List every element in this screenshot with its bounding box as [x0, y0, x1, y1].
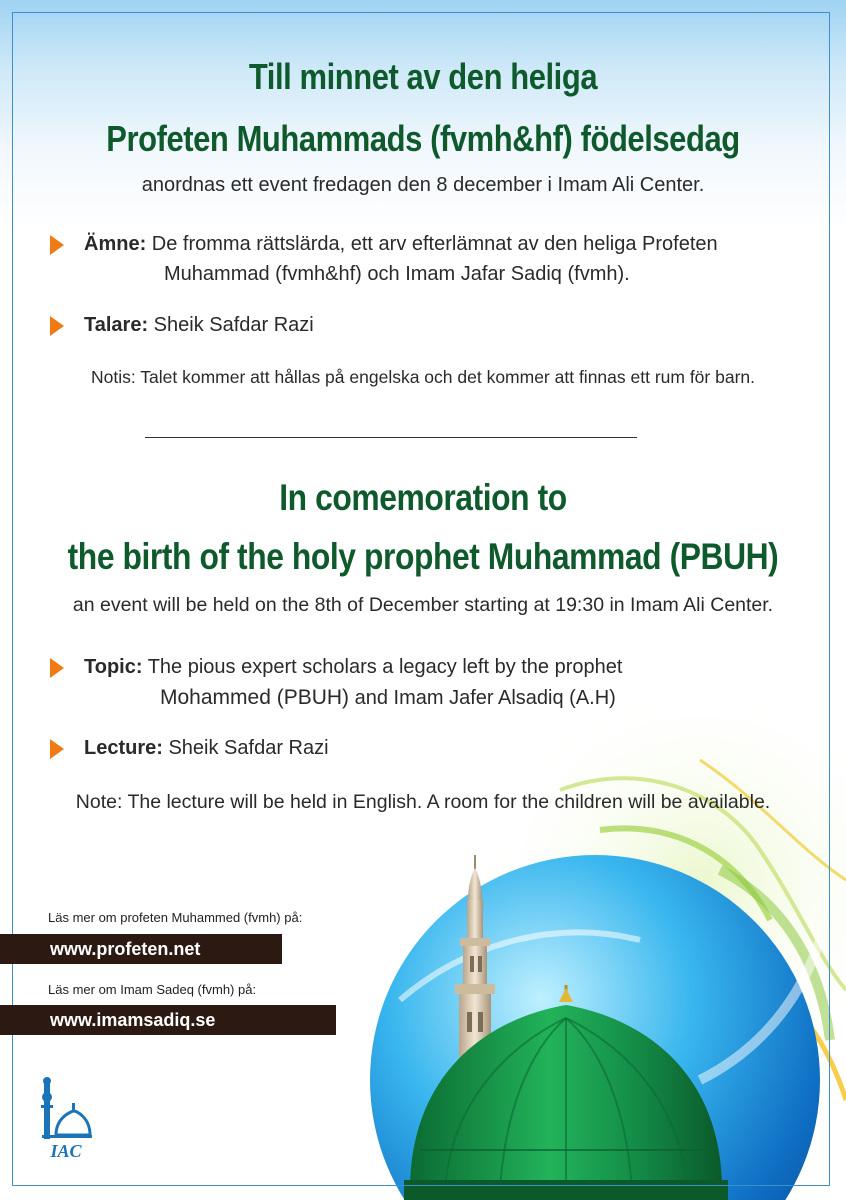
- arrow-bullet-icon: [50, 235, 64, 255]
- english-note: Note: The lecture will be held in English. A room for the children will be available.: [75, 791, 771, 813]
- arrow-bullet-icon: [50, 739, 64, 759]
- section-divider: [145, 437, 637, 438]
- english-topic-text2a: Mohammed (PBUH): [160, 686, 350, 709]
- english-topic-line2: [160, 684, 616, 712]
- swedish-note: Notis: Talet kommer att hållas på engelska och det kommer att finnas ett rum för barn.: [90, 367, 755, 387]
- swedish-topic-label: Ämne:: [84, 233, 147, 255]
- swedish-topic-text1: De fromma rättslärda, ett arv efterlämnat av den heliga Profeten: [151, 233, 718, 255]
- swedish-speaker-label: Talare:: [84, 314, 149, 336]
- profeten-link[interactable]: www.profeten.net: [0, 934, 282, 964]
- swedish-subtitle: anordnas ett event fredagen den 8 december i Imam Ali Center.: [141, 174, 705, 196]
- iac-logo-text: IAC: [50, 1141, 82, 1161]
- imam-link[interactable]: www.imamsadiq.se: [0, 1005, 336, 1035]
- english-title-line2: the birth of the holy prophet Muhammad (PBUH): [67, 536, 779, 577]
- swedish-speaker: [84, 311, 314, 339]
- arrow-bullet-icon: [50, 316, 64, 336]
- imam-caption: Läs mer om Imam Sadeq (fvmh) på:: [48, 982, 257, 997]
- swedish-topic: [84, 230, 718, 258]
- english-topic-text2b: and Imam Jafer Alsadiq (A.H): [349, 687, 616, 709]
- arrow-bullet-icon: [50, 658, 64, 678]
- english-lecture: [84, 734, 329, 762]
- profeten-caption: Läs mer om profeten Muhammed (fvmh) på:: [48, 910, 303, 925]
- english-title-line1: In comemoration to: [279, 477, 567, 518]
- swedish-title-line1: Till minnet av den heliga: [248, 56, 598, 97]
- swedish-title-line2: Profeten Muhammads (fvmh&hf) födelsedag: [106, 118, 740, 159]
- english-topic-label: Topic:: [84, 656, 143, 678]
- english-subtitle: an event will be held on the 8th of December starting at 19:30 in Imam Ali Center.: [72, 594, 774, 616]
- english-topic-text1: The pious expert scholars a legacy left by the prophet: [147, 656, 623, 678]
- english-lecture-name: Sheik Safdar Razi: [168, 737, 329, 759]
- english-topic: [84, 653, 622, 681]
- iac-logo: [38, 1075, 94, 1161]
- swedish-speaker-name: Sheik Safdar Razi: [153, 314, 314, 336]
- swedish-topic-text2: Muhammad (fvmh&hf) och Imam Jafar Sadiq (fvmh).: [164, 263, 630, 285]
- english-lecture-label: Lecture:: [84, 737, 163, 759]
